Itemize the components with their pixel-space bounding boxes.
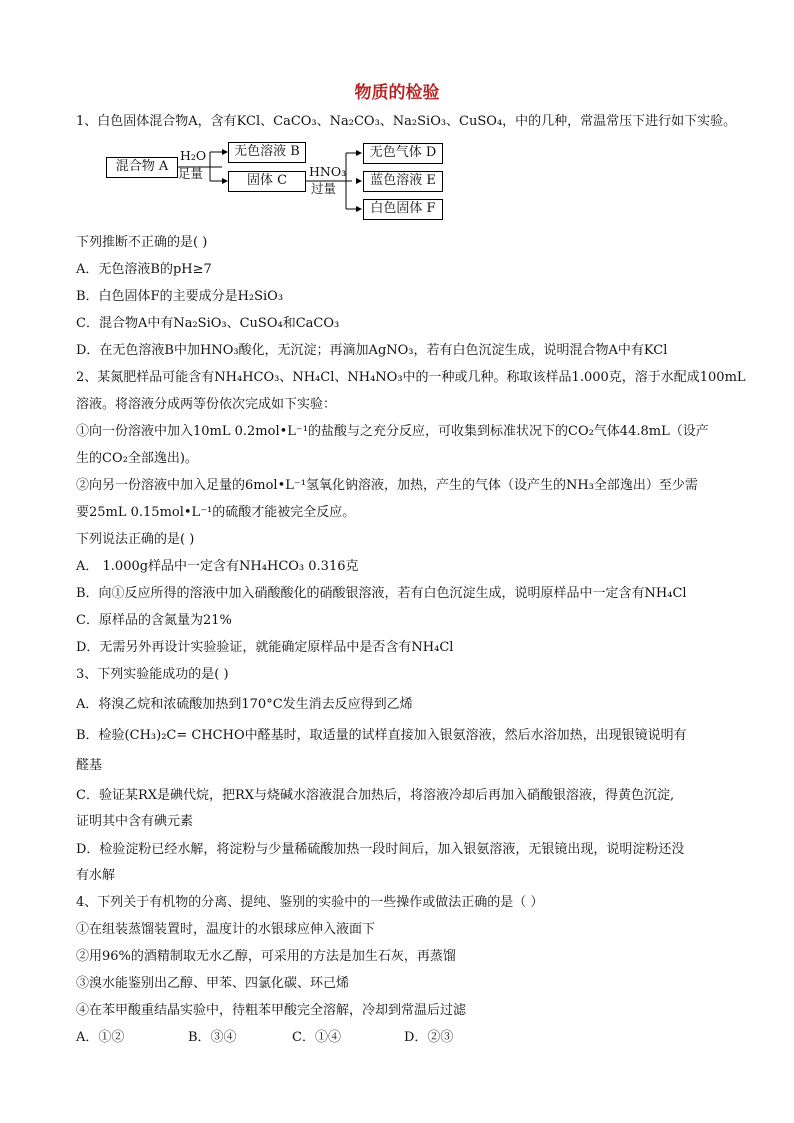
box-solution-b: 无色溶液 B [228,142,306,163]
q3-option-b-line1: B．检验(CH₃)₂C= CHCHO中醛基时，取适量的试样直接加入银氨溶液，然后水浴加热，出现银镜说明有 [76,728,687,743]
q2-exp1-line2: 生的CO₂全部逸出)。 [76,451,198,466]
q2-question: 下列说法正确的是( ) [76,532,195,547]
q3-option-d-line1: D．检验淀粉已经水解，将淀粉与少量稀硫酸加热一段时间后，加入银氨溶液，无银镜出现，说明淀粉还没 [76,842,685,857]
q2-option-a: A． 1.000g样品中一定含有NH₄HCO₃ 0.316克 [76,559,359,574]
label-excess: 过量 [311,181,337,196]
q3-option-b-line2: 醛基 [76,758,103,773]
box-solid-f: 白色固体 F [363,199,443,220]
q2-exp2-line2: 要25mL 0.15mol•L⁻¹的硫酸才能被完全反应。 [76,505,356,520]
arrowhead-f [356,206,362,212]
q1-option-a: A．无色溶液B的pH≥7 [76,262,212,277]
label-sufficient: 足量 [178,166,204,181]
q1-option-c: C．混合物A中有Na₂SiO₃、CuSO₄和CaCO₃ [76,316,340,331]
arrowhead-d [356,150,362,156]
box-solid-c: 固体 C [228,171,306,192]
q4-item-4: ④在苯甲酸重结晶实验中，待粗苯甲酸完全溶解，冷却到常温后过滤 [76,1003,467,1018]
q3-stem: 3、下列实验能成功的是( ) [76,667,229,682]
q3-option-a: A．将溴乙烷和浓硫酸加热到170°C发生消去反应得到乙烯 [76,697,413,712]
q1-question: 下列推断不正确的是( ) [76,235,208,250]
q1-option-b: B．白色固体F的主要成分是H₂SiO₃ [76,289,284,304]
q1-option-d: D．在无色溶液B中加HNO₃酸化，无沉淀；再滴加AgNO₃，若有白色沉淀生成，说明混合物A中有KCl [76,343,668,358]
q2-option-b: B．向①反应所得的溶液中加入硝酸酸化的硝酸银溶液，若有白色沉淀生成，说明原样品中一定含有NH₄Cl [76,586,687,601]
q4-stem: 4、下列关于有机物的分离、提纯、鉴别的实验中的一些操作或做法正确的是（ ） [76,895,544,910]
q2-option-d: D．无需另外再设计实验验证，就能确定原样品中是否含有NH₄Cl [76,640,454,655]
q2-stem-line2: 溶液。将溶液分成两等份依次完成如下实验： [76,397,337,412]
q4-item-3: ③溴水能鉴别出乙醇、甲苯、四氯化碳、环己烯 [76,976,350,991]
arrowhead-e [356,178,362,184]
q2-option-c: C．原样品的含氮量为21% [76,613,232,628]
q4-option-c: C．①④ [292,1030,341,1045]
q3-option-c-line2: 证明其中含有碘元素 [76,814,194,829]
q2-exp2-line1: ②向另一份溶液中加入足量的6mol•L⁻¹氢氧化钠溶液，加热，产生的气体（设产生的NH₃全部逸出）至少需 [76,478,698,493]
box-gas-d: 无色气体 D [363,143,443,164]
q4-option-d: D．②③ [404,1030,454,1045]
label-hno3: HNO₃ [309,164,347,179]
q3-option-c-line1: C．验证某RX是碘代烷，把RX与烧碱水溶液混合加热后，将溶液冷却后再加入硝酸银溶液，得黄色沉淀, [76,788,675,803]
page-title: 物质的检验 [354,83,440,103]
q2-exp1-line1: ①向一份溶液中加入10mL 0.2mol•L⁻¹的盐酸与之充分反应，可收集到标准状况下的CO₂气体44.8mL（设产 [76,424,709,439]
q1-stem: 1、白色固体混合物A，含有KCl、CaCO₃、Na₂CO₃、Na₂SiO₃、CuSO₄，中的几种，常温常压下进行如下实验。 [76,114,737,129]
q4-item-2: ②用96%的酒精制取无水乙醇，可采用的方法是加生石灰，再蒸馏 [76,949,456,964]
q4-option-a: A．①② [76,1030,125,1045]
label-h2o: H₂O [180,148,207,163]
q4-item-1: ①在组装蒸馏装置时，温度计的水银球应伸入液面下 [76,922,376,937]
q3-option-d-line2: 有水解 [76,868,116,883]
box-solution-e: 蓝色溶液 E [363,171,443,192]
q2-stem-line1: 2、某氮肥样品可能含有NH₄HCO₃、NH₄Cl、NH₄NO₃中的一种或几种。称取该样品1.000克，溶于水配成100mL [76,370,746,385]
q4-option-b: B．③④ [188,1030,237,1045]
box-mixture-a: 混合物 A [106,157,178,178]
